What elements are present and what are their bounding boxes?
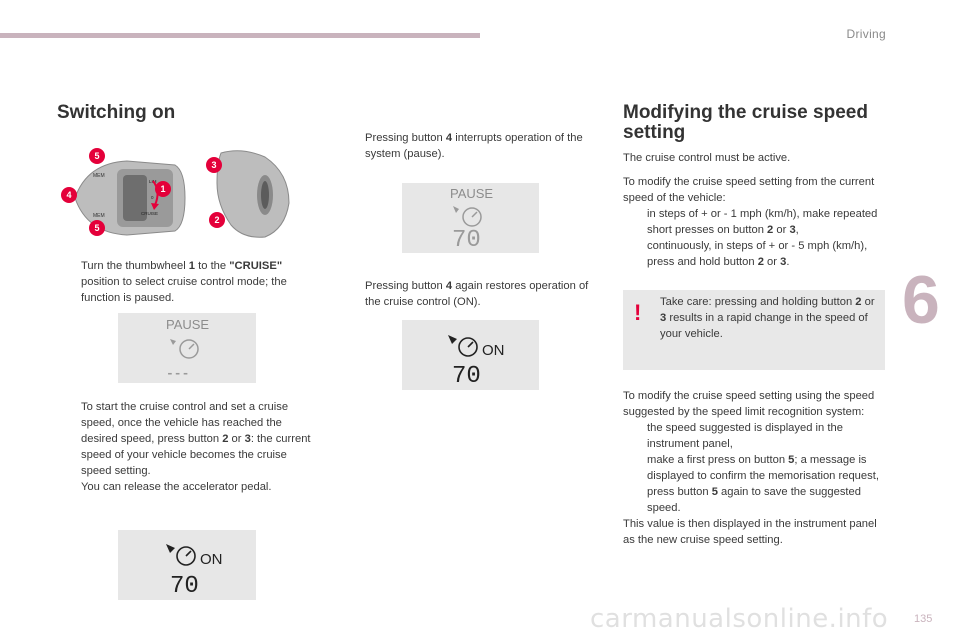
- callout-4-label: 4: [66, 190, 72, 200]
- header-bar: [0, 33, 480, 38]
- watermark: carmanualsonline.info: [590, 604, 889, 634]
- stalk-label-cruise: CRUISE: [141, 211, 159, 216]
- pause-display-dashes-text: ---: [166, 366, 190, 381]
- speedometer-icon: [453, 206, 481, 226]
- callout-1-label: 1: [160, 184, 166, 194]
- stalk-label-lim: LIM: [149, 179, 157, 184]
- modify-from-current: To modify the cruise speed setting from the current speed of the vehicle: in steps of + or - 1 mph (km/h), make repeated short presses on button 2 or 3, continuously, in steps of + or - 5 mph (km/h), press and hold button 2 or 3.: [623, 176, 878, 268]
- warning-text: Take care: pressing and holding button 2 or 3 results in a rapid change in the speed of your vehicle.: [660, 296, 875, 340]
- speedometer-icon: [448, 335, 477, 356]
- pause-display-speed: 70: [452, 227, 481, 253]
- cruise-active-note: The cruise control must be active.: [623, 152, 791, 164]
- step-restore: Pressing button 4 again restores operation of the cruise control (ON).: [365, 280, 589, 308]
- callout-2-label: 2: [214, 215, 220, 225]
- section-title: Driving: [846, 27, 886, 41]
- callout-3-label: 3: [211, 160, 217, 170]
- modifying-heading: Modifying the cruise speed setting: [623, 102, 868, 143]
- pause-display-label: PAUSE: [166, 317, 210, 332]
- stalk-label-zero: 0: [151, 195, 154, 200]
- page-number: 135: [914, 613, 933, 625]
- chapter-number: 6: [902, 262, 940, 338]
- on-display-middle: [402, 320, 539, 390]
- speedometer-icon: [166, 544, 195, 565]
- callout-5-bottom-label: 5: [94, 223, 100, 233]
- pause-display-middle: [402, 183, 539, 253]
- on-display-label: ON: [200, 551, 223, 568]
- stalk-label-mem-bottom: MEM: [93, 213, 105, 219]
- warning-icon: !: [634, 300, 642, 325]
- pause-display-label: PAUSE: [450, 186, 494, 201]
- on-display-label: ON: [482, 342, 505, 359]
- speedometer-icon: [170, 339, 198, 358]
- modify-from-suggested: To modify the cruise speed setting using the speed suggested by the speed limit recognition system: the speed suggested is displayed in the instrument panel, make a first press on button 5; a message is displayed to confirm the memorisation request, press button 5 again to save the suggested speed. This value is then displayed in the instrument panel as the new cruise speed setting.: [623, 390, 879, 546]
- step-thumbwheel: Turn the thumbwheel 1 to the "CRUISE" position to select cruise control mode; the function is paused.: [81, 260, 287, 304]
- cruise-control-stalk-diagram: [57, 143, 302, 243]
- step-set-speed: To start the cruise control and set a cruise speed, once the vehicle has reached the desired speed, press button 2 or 3: the current speed of your vehicle becomes the cruise speed setting. You can release the accelerator pedal.: [81, 401, 311, 493]
- step-pause: Pressing button 4 interrupts operation of the system (pause).: [365, 132, 583, 160]
- stalk-label-mem: MEM: [93, 173, 105, 179]
- callout-5-top-label: 5: [94, 151, 100, 161]
- switching-on-heading: Switching on: [57, 102, 176, 123]
- on-display-speed: 70: [452, 363, 481, 390]
- on-display-speed: 70: [170, 573, 199, 600]
- pause-display-dashes: [118, 313, 256, 383]
- on-display-bottom: [118, 530, 256, 600]
